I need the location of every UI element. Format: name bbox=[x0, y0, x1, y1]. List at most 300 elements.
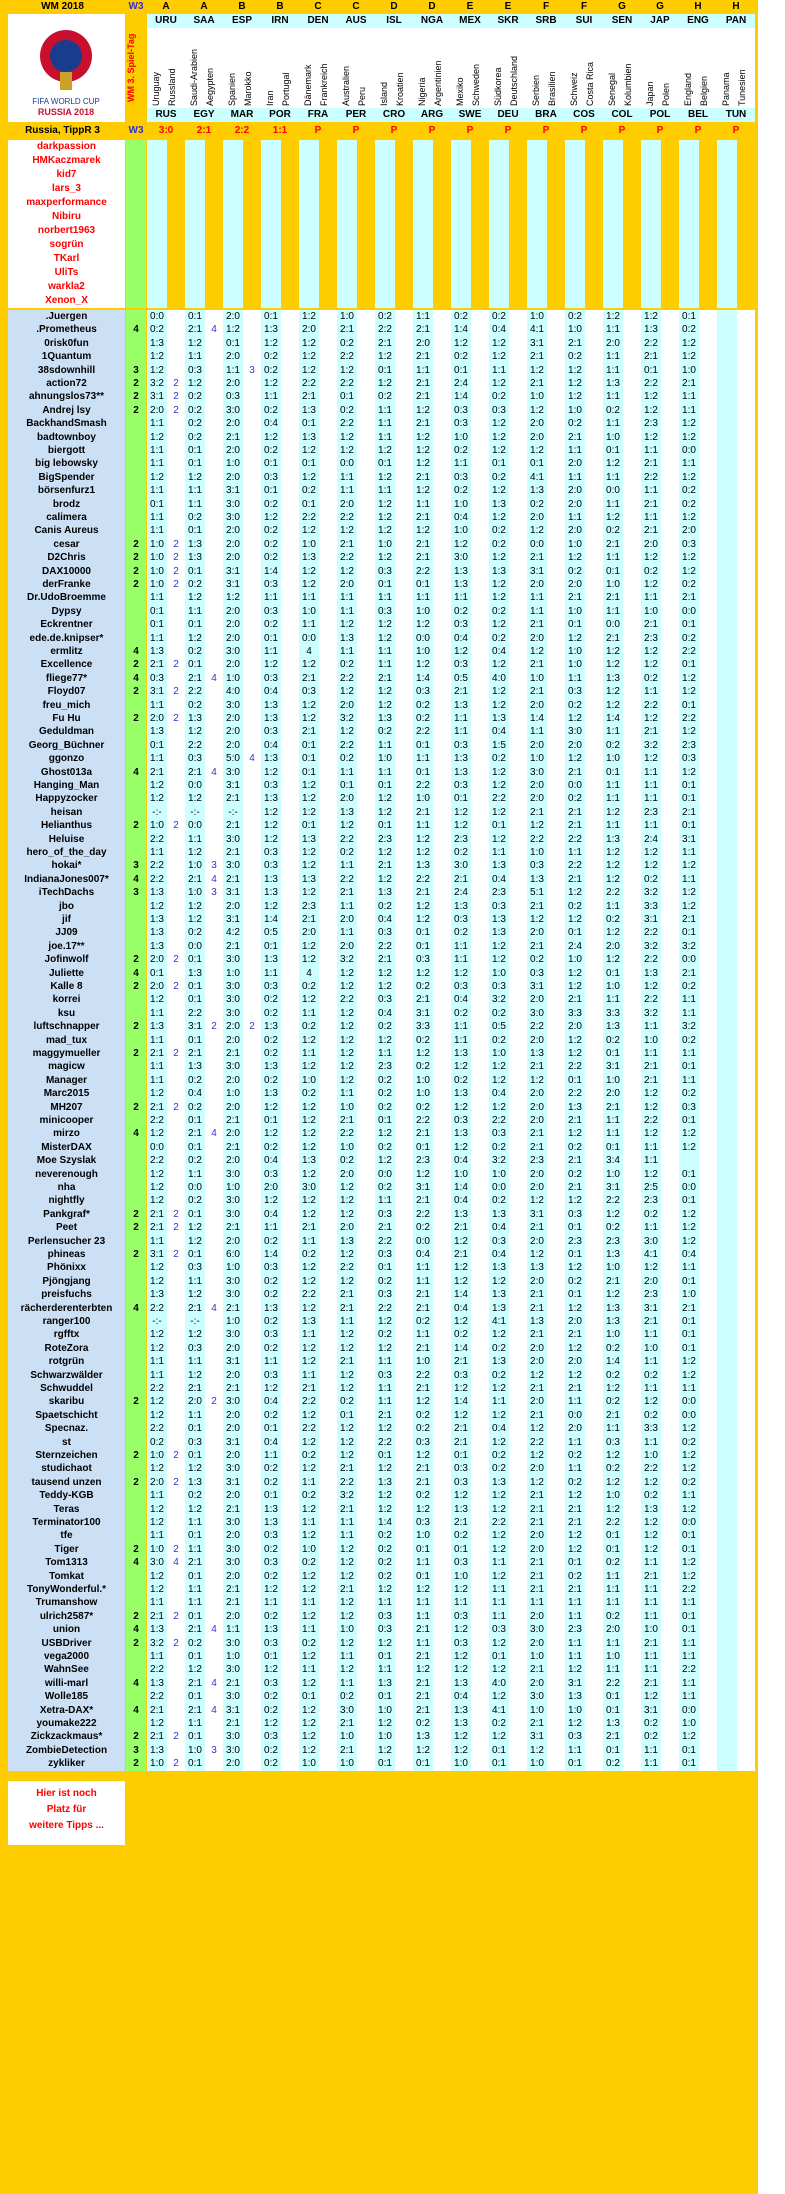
tip-points bbox=[243, 337, 261, 350]
player-tip: 1:0 bbox=[340, 311, 354, 322]
player-tip: 2:1 bbox=[416, 1383, 430, 1394]
tip-points bbox=[205, 1422, 223, 1435]
tip-points bbox=[243, 1704, 261, 1717]
player-tip: 1:0 bbox=[378, 753, 392, 765]
player-tip: 1:1 bbox=[378, 646, 392, 657]
player-tip: 2:2 bbox=[378, 324, 392, 336]
player-tip: 2:1 bbox=[530, 686, 544, 698]
player-tip: 0:2 bbox=[416, 1490, 430, 1502]
player-tip: 3:1 bbox=[416, 1007, 430, 1019]
player-tip: 1:2 bbox=[416, 659, 430, 671]
player-tip: 1:2 bbox=[340, 1195, 354, 1207]
player-tip: 0:2 bbox=[264, 445, 278, 456]
player-tip: 1:1 bbox=[416, 1329, 430, 1341]
player-tip: 3:1 bbox=[530, 981, 544, 992]
player-tip: 2:0 bbox=[226, 378, 240, 389]
player-tip: 1:0 bbox=[606, 579, 620, 590]
tip-points bbox=[167, 752, 185, 765]
player-tip: 2:0 bbox=[530, 632, 544, 644]
player-tip: 2:1 bbox=[568, 806, 582, 818]
player-tip: 1:4 bbox=[264, 914, 278, 925]
player-tip: 0:1 bbox=[492, 820, 506, 832]
tip-points bbox=[243, 699, 261, 712]
player-tip: 1:1 bbox=[644, 1758, 658, 1770]
tip-points: 2 bbox=[173, 981, 179, 992]
player-tip: 2:2 bbox=[644, 699, 658, 711]
player-tip: 1:3 bbox=[302, 1155, 316, 1167]
player-tip: 1:1 bbox=[416, 1637, 430, 1649]
player-tip: 0:1 bbox=[530, 458, 544, 470]
player-tip: 0:3 bbox=[492, 1128, 506, 1140]
player-tip: 1:3 bbox=[150, 646, 164, 657]
footer-text: Platz für bbox=[46, 1803, 87, 1815]
match-teams bbox=[641, 28, 679, 108]
player-name: magicw bbox=[8, 1060, 125, 1073]
player-tip: 1:2 bbox=[454, 1664, 468, 1676]
player-tip: 1:2 bbox=[492, 806, 506, 818]
tip-points bbox=[243, 792, 261, 805]
player-tip: 2:1 bbox=[226, 1222, 240, 1234]
player-tip: 1:1 bbox=[644, 820, 658, 832]
player-tip: 2:1 bbox=[644, 1061, 658, 1073]
player-tip: 1:2 bbox=[302, 1584, 316, 1595]
player-tip: 1:2 bbox=[378, 1128, 392, 1140]
player-tip: 0:2 bbox=[264, 552, 278, 564]
player-tip: 1:1 bbox=[188, 1543, 202, 1555]
player-tip: 1:2 bbox=[340, 726, 354, 738]
player-tip: 2:2 bbox=[302, 1423, 316, 1435]
player-tip: 2:1 bbox=[340, 1302, 354, 1314]
player-tip: 2:1 bbox=[416, 994, 430, 1006]
player-tip: 0:2 bbox=[454, 311, 468, 322]
tip-points bbox=[205, 457, 223, 470]
player-tip: 0:4 bbox=[264, 1396, 278, 1408]
player-tip: 3:1 bbox=[150, 686, 164, 698]
player-tip: 2:2 bbox=[416, 1208, 430, 1220]
player-tip: 1:2 bbox=[492, 485, 506, 497]
player-tip: 1:4 bbox=[264, 565, 278, 577]
player-tip: 1:2 bbox=[492, 1691, 506, 1703]
tip-points bbox=[243, 1087, 261, 1100]
player-tip: 1:2 bbox=[340, 1543, 354, 1555]
player-tip: 2:0 bbox=[340, 1168, 354, 1180]
player-tip: 0:1 bbox=[150, 619, 164, 631]
player-name: ZombieDetection bbox=[8, 1744, 125, 1757]
player-tip: 1:1 bbox=[454, 954, 468, 966]
tip-points bbox=[167, 1677, 185, 1690]
player-tip: 2:0 bbox=[416, 337, 430, 349]
player-tip: 2:0 bbox=[340, 498, 354, 510]
player-tip: 1:2 bbox=[682, 766, 696, 778]
player-tip: 2:1 bbox=[416, 471, 430, 483]
player-tip: 0:3 bbox=[264, 672, 278, 684]
player-tip: 0:4 bbox=[492, 324, 506, 336]
player-name: Moe Szyslak bbox=[8, 1154, 125, 1167]
player-tip: 0:1 bbox=[340, 1409, 354, 1421]
player-name: Eckrentner bbox=[8, 618, 125, 631]
player-tip: 0:3 bbox=[188, 1262, 202, 1274]
player-tip: 1:2 bbox=[378, 525, 392, 537]
player-tip: 0:3 bbox=[378, 565, 392, 577]
player-tip: 0:1 bbox=[682, 659, 696, 671]
player-tip: 0:1 bbox=[682, 1061, 696, 1073]
player-tip: 0:3 bbox=[188, 1436, 202, 1448]
player-tip: 2:1 bbox=[454, 1517, 468, 1528]
player-tip: 2:1 bbox=[606, 592, 620, 604]
player-tip: 2:1 bbox=[644, 726, 658, 738]
player-tip: 1:3 bbox=[264, 324, 278, 336]
player-points bbox=[126, 1154, 146, 1167]
tip-points bbox=[243, 1007, 261, 1020]
player-tip: 1:1 bbox=[644, 1141, 658, 1153]
player-tip: 1:2 bbox=[492, 1664, 506, 1676]
tip-points: 4 bbox=[211, 672, 217, 684]
player-tip: 0:0 bbox=[682, 445, 696, 456]
player-tip: 1:2 bbox=[264, 900, 278, 912]
player-tip: 0:1 bbox=[378, 1262, 392, 1274]
player-tip: 1:3 bbox=[606, 378, 620, 389]
player-tip: 3:0 bbox=[226, 1517, 240, 1528]
player-tip: 0:3 bbox=[378, 1249, 392, 1260]
player-name: BigSpender bbox=[8, 471, 125, 484]
player-tip: 1:1 bbox=[492, 364, 506, 376]
tip-points bbox=[205, 1221, 223, 1234]
player-tip: 2:0 bbox=[150, 954, 164, 966]
player-tip: 1:2 bbox=[644, 981, 658, 992]
player-tip: 1:1 bbox=[264, 967, 278, 979]
player-tip: 0:1 bbox=[606, 1704, 620, 1716]
player-tip: 1:0 bbox=[454, 1570, 468, 1582]
player-tip: 1:2 bbox=[188, 1369, 202, 1381]
tip-points: 3 bbox=[211, 1744, 217, 1756]
player-tip: 1:1 bbox=[188, 1718, 202, 1729]
player-tip: 0:3 bbox=[454, 780, 468, 791]
tip-points bbox=[205, 913, 223, 926]
player-tip: 1:0 bbox=[416, 605, 430, 617]
player-tip: 1:2 bbox=[416, 431, 430, 443]
tip-points bbox=[243, 1529, 261, 1542]
away-team-name: Kroatien bbox=[395, 72, 405, 106]
player-tip: 4 bbox=[306, 967, 312, 979]
player-tip: 1:2 bbox=[378, 619, 392, 631]
player-tip: 0:3 bbox=[378, 605, 392, 617]
player-tip: 1:2 bbox=[340, 1557, 354, 1569]
player-tip: 0:2 bbox=[492, 605, 506, 617]
player-tip: 3:2 bbox=[340, 954, 354, 966]
player-tip: 0:2 bbox=[340, 404, 354, 416]
tip-points bbox=[205, 1543, 223, 1556]
away-code: BEL bbox=[679, 108, 717, 122]
player-tip: 1:1 bbox=[568, 471, 582, 483]
player-tip: 1:2 bbox=[530, 1369, 544, 1381]
player-tip: 0:2 bbox=[188, 404, 202, 416]
tip-points bbox=[243, 913, 261, 926]
tip-points bbox=[243, 926, 261, 939]
player-tip: 2:3 bbox=[492, 887, 506, 899]
player-tip: 0:2 bbox=[150, 324, 164, 336]
tip-points bbox=[167, 846, 185, 859]
player-tip: 0:2 bbox=[378, 1275, 392, 1287]
player-tip: 0:2 bbox=[188, 927, 202, 939]
player-tip: 1:3 bbox=[492, 713, 506, 724]
player-tip: 0:1 bbox=[606, 565, 620, 577]
player-tip: 1:2 bbox=[606, 1503, 620, 1515]
player-tip: 0:1 bbox=[302, 458, 316, 470]
player-tip: 1:2 bbox=[264, 1718, 278, 1729]
player-points bbox=[126, 1650, 146, 1663]
player-tip: 0:2 bbox=[568, 1450, 582, 1461]
player-tip: 2:0 bbox=[530, 927, 544, 939]
player-tip: 0:4 bbox=[378, 914, 392, 925]
tip-points bbox=[205, 1570, 223, 1583]
player-tip: 0:2 bbox=[416, 1718, 430, 1729]
player-tip: 2:1 bbox=[416, 1677, 430, 1689]
player-tip: 2:1 bbox=[188, 873, 202, 885]
player-tip: 0:2 bbox=[264, 364, 278, 376]
player-tip: 1:2 bbox=[264, 512, 278, 523]
player-tip: 1:3 bbox=[454, 1677, 468, 1689]
player-tip: 1:0 bbox=[416, 646, 430, 657]
tip-points bbox=[243, 1235, 261, 1248]
logo-panel bbox=[8, 14, 125, 122]
player-points bbox=[126, 1462, 146, 1475]
player-tip: 0:2 bbox=[188, 1637, 202, 1649]
player-tip: 0:1 bbox=[302, 766, 316, 778]
player-tip: 1:1 bbox=[682, 1637, 696, 1649]
tip-points bbox=[243, 1060, 261, 1073]
player-tip: 0:2 bbox=[416, 1222, 430, 1234]
tip-points bbox=[205, 404, 223, 417]
tip-points bbox=[205, 846, 223, 859]
player-tip: 3:1 bbox=[530, 1731, 544, 1743]
player-tip: 1:0 bbox=[150, 1543, 164, 1555]
tip-points bbox=[205, 1315, 223, 1328]
player-tip: 1:0 bbox=[606, 1329, 620, 1341]
player-tip: 1:2 bbox=[302, 1141, 316, 1153]
player-tip: 1:0 bbox=[226, 1316, 240, 1327]
player-tip: 2:0 bbox=[264, 1182, 278, 1193]
player-tip: 2:0 bbox=[606, 337, 620, 349]
tip-points bbox=[205, 337, 223, 350]
player-tip: 1:1 bbox=[378, 1048, 392, 1059]
player-tip: 0:2 bbox=[568, 1168, 582, 1180]
tip-points bbox=[205, 792, 223, 805]
player-name: ermlitz bbox=[8, 645, 125, 658]
player-tip: 0:0 bbox=[682, 1396, 696, 1408]
home-team-name: Iran bbox=[265, 90, 275, 106]
player-tip: 3:2 bbox=[150, 1637, 164, 1649]
player-tip: 2:1 bbox=[340, 1463, 354, 1475]
player-tip: 1:3 bbox=[150, 887, 164, 899]
player-tip: 0:4 bbox=[264, 739, 278, 751]
match-teams bbox=[679, 28, 717, 108]
player-tip: 1:0 bbox=[226, 967, 240, 979]
match-result: 2:2 bbox=[223, 124, 261, 140]
player-name: Juliette bbox=[8, 967, 125, 980]
player-tip: 0:2 bbox=[492, 391, 506, 403]
player-tip: 1:2 bbox=[340, 686, 354, 698]
player-tip: 1:2 bbox=[530, 1476, 544, 1488]
player-tip: 2:1 bbox=[530, 659, 544, 671]
player-tip: 0:3 bbox=[454, 619, 468, 631]
player-tip: 2:1 bbox=[378, 860, 392, 872]
player-tip: 0:3 bbox=[416, 954, 430, 966]
tip-points bbox=[167, 1060, 185, 1073]
player-tip: 3:0 bbox=[226, 766, 240, 778]
player-tip: 2:2 bbox=[340, 672, 354, 684]
player-tip: 1:2 bbox=[302, 1610, 316, 1622]
player-tip: 1:1 bbox=[644, 1744, 658, 1756]
tip-points bbox=[243, 404, 261, 417]
player-tip: 1:3 bbox=[454, 1718, 468, 1729]
player-tip: 1:2 bbox=[302, 1409, 316, 1421]
player-points: 2 bbox=[133, 820, 139, 832]
player-tip: 0:1 bbox=[606, 1691, 620, 1703]
tip-points bbox=[243, 846, 261, 859]
player-tip: 1:2 bbox=[150, 780, 164, 791]
player-tip: 0:3 bbox=[378, 1289, 392, 1301]
player-tip: 0:3 bbox=[454, 1557, 468, 1569]
player-tip: 3:1 bbox=[416, 1182, 430, 1193]
player-tip: 1:2 bbox=[378, 1423, 392, 1435]
player-name: Schwuddel bbox=[8, 1382, 125, 1395]
player-tip: 1:1 bbox=[606, 1128, 620, 1140]
player-tip: 0:3 bbox=[454, 1369, 468, 1381]
player-tip: 2:2 bbox=[492, 793, 506, 805]
player-tip: 2:0 bbox=[530, 1356, 544, 1368]
player-tip: 3:0 bbox=[530, 766, 544, 778]
player-tip: 1:1 bbox=[644, 592, 658, 604]
player-tip: 0:1 bbox=[302, 418, 316, 430]
tip-points bbox=[243, 645, 261, 658]
tip-points bbox=[167, 645, 185, 658]
player-tip: 0:2 bbox=[568, 1570, 582, 1582]
match-result: P bbox=[679, 124, 717, 140]
player-tip: 1:3 bbox=[150, 1624, 164, 1636]
player-name: Trumanshow bbox=[8, 1596, 125, 1609]
player-tip: 2:2 bbox=[188, 1007, 202, 1019]
player-points bbox=[126, 524, 146, 537]
result-column bbox=[185, 140, 205, 308]
player-tip: 1:0 bbox=[606, 1074, 620, 1086]
player-tip: 1:2 bbox=[150, 1168, 164, 1180]
tip-points bbox=[167, 967, 185, 980]
player-tip: 2:4 bbox=[644, 833, 658, 845]
player-tip: 1:1 bbox=[302, 619, 316, 631]
tip-points bbox=[167, 484, 185, 497]
player-name: ede.de.knipser* bbox=[8, 632, 125, 645]
player-tip: 1:2 bbox=[606, 1476, 620, 1488]
player-tip: 2:0 bbox=[530, 1396, 544, 1408]
tip-points bbox=[243, 350, 261, 363]
tip-points bbox=[205, 350, 223, 363]
tip-points bbox=[243, 618, 261, 631]
player-tip: 2:3 bbox=[644, 806, 658, 818]
player-tip: 1:1 bbox=[568, 445, 582, 456]
player-tip: 0:2 bbox=[606, 1034, 620, 1046]
player-points: 2 bbox=[133, 1450, 139, 1461]
tip-points bbox=[167, 1154, 185, 1167]
player-tip: 1:1 bbox=[302, 1517, 316, 1528]
tip-points bbox=[243, 819, 261, 832]
player-tip: 3:0 bbox=[530, 1007, 544, 1019]
player-tip: 2:1 bbox=[606, 1731, 620, 1743]
player-tip: 1:3 bbox=[378, 1677, 392, 1689]
player-tip: 1:2 bbox=[302, 1744, 316, 1756]
tip-points bbox=[243, 873, 261, 886]
player-tip: 2:1 bbox=[454, 1423, 468, 1435]
player-tip: 0:1 bbox=[302, 1691, 316, 1703]
result-row-label: Russia, TippR 3 bbox=[0, 124, 125, 140]
player-tip: 1:1 bbox=[530, 592, 544, 604]
player-tip: 1:2 bbox=[492, 592, 506, 604]
player-tip: 3:0 bbox=[530, 1624, 544, 1636]
player-tip: 1:1 bbox=[226, 364, 240, 376]
player-tip: 2:2 bbox=[340, 1262, 354, 1274]
player-tip: 1:1 bbox=[530, 726, 544, 738]
player-tip: 1:0 bbox=[606, 1651, 620, 1662]
player-tip: 3:0 bbox=[226, 1275, 240, 1287]
player-tip: 4 bbox=[306, 646, 312, 657]
world-cup-logo-icon bbox=[8, 14, 125, 122]
player-tip: 1:0 bbox=[226, 1182, 240, 1193]
player-tip: 3:0 bbox=[226, 981, 240, 992]
player-name: .Prometheus bbox=[8, 323, 125, 336]
player-tip: 0:4 bbox=[454, 512, 468, 523]
player-tip: 1:2 bbox=[682, 1450, 696, 1461]
player-tip: 1:2 bbox=[644, 1101, 658, 1113]
tip-points bbox=[167, 1181, 185, 1194]
player-tip: 2:1 bbox=[644, 1570, 658, 1582]
player-tip: 2:1 bbox=[606, 1101, 620, 1113]
player-points: 4 bbox=[133, 1557, 139, 1569]
tip-points bbox=[167, 1436, 185, 1449]
home-code: SUI bbox=[565, 14, 603, 28]
player-tip: 2:2 bbox=[492, 1517, 506, 1528]
player-tip: 1:1 bbox=[378, 1664, 392, 1676]
player-tip: 0:1 bbox=[682, 1758, 696, 1770]
player-tip: 1:0 bbox=[530, 753, 544, 765]
player-tip: 0:2 bbox=[682, 1476, 696, 1488]
player-tip: 0:2 bbox=[606, 1610, 620, 1622]
player-tip: 2:2 bbox=[378, 1436, 392, 1448]
player-tip: 0:2 bbox=[492, 1034, 506, 1046]
player-points bbox=[126, 1382, 146, 1395]
match-result: 1:1 bbox=[261, 124, 299, 140]
player-tip: 1:2 bbox=[568, 1718, 582, 1729]
player-tip: 2:2 bbox=[150, 1664, 164, 1676]
player-tip: 3:3 bbox=[644, 900, 658, 912]
tip-points: 2 bbox=[211, 1021, 217, 1033]
player-tip: 2:1 bbox=[682, 378, 696, 389]
player-tip: 3:1 bbox=[226, 1356, 240, 1368]
player-tip: 1:2 bbox=[492, 579, 506, 590]
player-name: studichaot bbox=[8, 1462, 125, 1475]
player-tip: 1:1 bbox=[644, 1610, 658, 1622]
player-tip: 1:1 bbox=[568, 1436, 582, 1448]
tip-points bbox=[167, 1690, 185, 1703]
tip-points bbox=[167, 739, 185, 752]
away-team-name: Brasilien bbox=[547, 71, 557, 106]
tip-points bbox=[167, 940, 185, 953]
player-tip: 1:2 bbox=[492, 1503, 506, 1515]
tip-points bbox=[205, 806, 223, 819]
tip-points bbox=[167, 1355, 185, 1368]
tip-points bbox=[243, 1074, 261, 1087]
tip-points bbox=[205, 1476, 223, 1489]
player-tip: 1:2 bbox=[492, 1543, 506, 1555]
player-tip: 1:2 bbox=[378, 498, 392, 510]
